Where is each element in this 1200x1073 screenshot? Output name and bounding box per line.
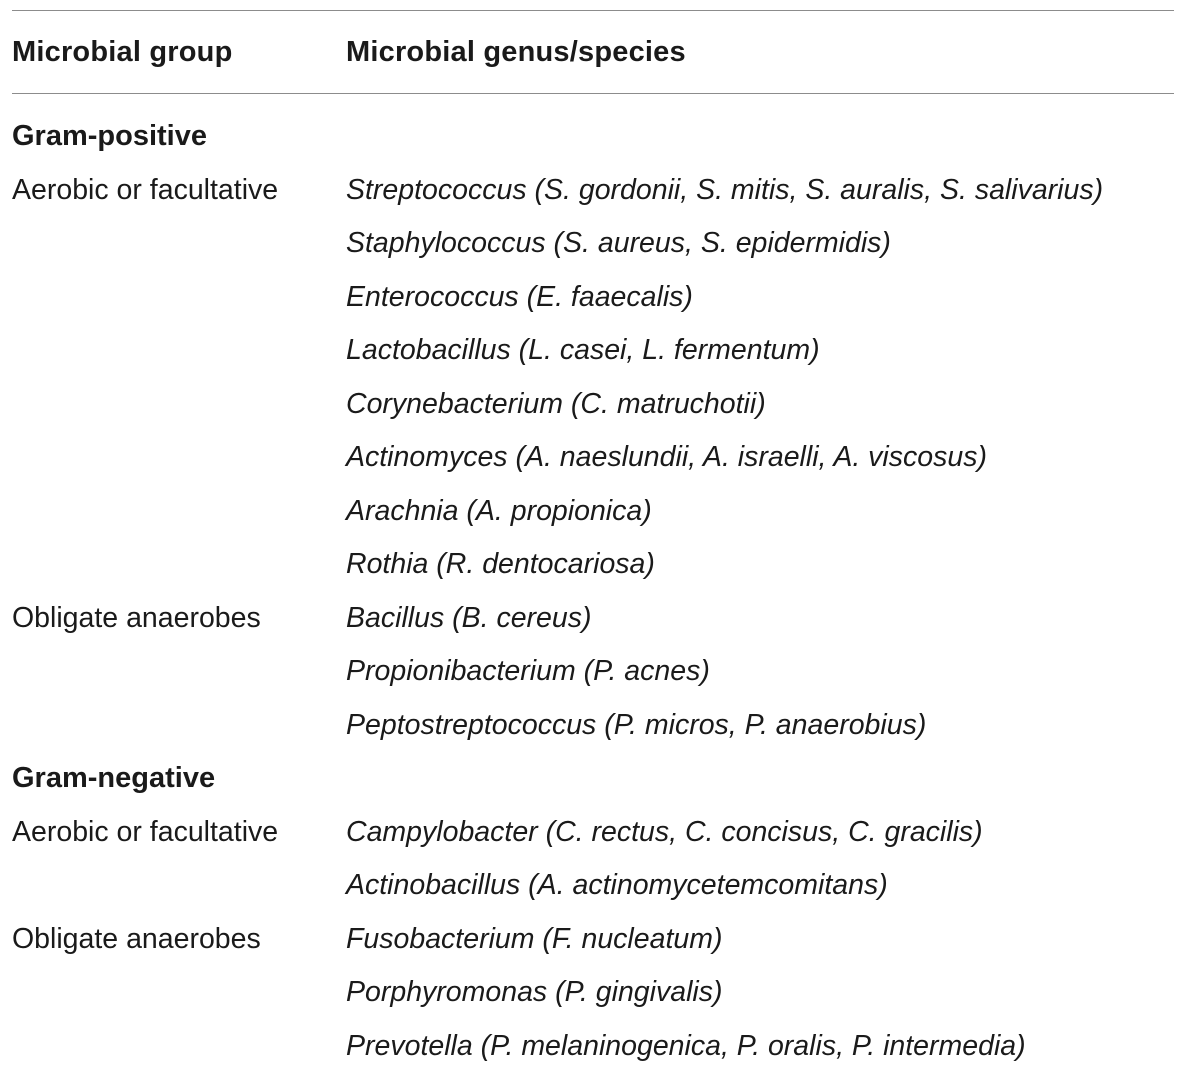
table-row (12, 271, 1174, 325)
table-row (12, 485, 1174, 539)
microbial-species-cell: Streptococcus (S. gordonii, S. mitis, S. auralis, S. salivarius) (346, 174, 1174, 207)
microbial-species-cell: Actinomyces (A. naeslundii, A. israelli, A. viscosus) (346, 441, 1174, 474)
table-row (12, 913, 1174, 967)
table-row (12, 538, 1174, 592)
table-row (12, 1020, 1174, 1073)
microbial-species-cell: Actinobacillus (A. actinomycetemcomitans) (346, 869, 1174, 902)
microbial-species-cell: Peptostreptococcus (P. micros, P. anaerobius) (346, 709, 1174, 742)
table-row (12, 699, 1174, 753)
table-row (12, 645, 1174, 699)
section-heading: Gram-negative (12, 762, 346, 795)
microbial-species-cell: Porphyromonas (P. gingivalis) (346, 976, 1174, 1009)
microbial-species-cell: Fusobacterium (F. nucleatum) (346, 923, 1174, 956)
table-row (12, 592, 1174, 646)
section-row (12, 110, 1174, 164)
table-row (12, 859, 1174, 913)
table-row (12, 431, 1174, 485)
table-row (12, 217, 1174, 271)
header-microbial-group: Microbial group (12, 36, 346, 69)
microbial-species-cell: Enterococcus (E. faaecalis) (346, 281, 1174, 314)
microbial-species-cell: Arachnia (A. propionica) (346, 495, 1174, 528)
microbial-species-cell: Corynebacterium (C. matruchotii) (346, 388, 1174, 421)
section-heading: Gram-positive (12, 120, 346, 153)
table-body (12, 94, 1174, 1073)
microbial-species-cell: Staphylococcus (S. aureus, S. epidermidis) (346, 227, 1174, 260)
table-row (12, 806, 1174, 860)
microbial-species-cell: Lactobacillus (L. casei, L. fermentum) (346, 334, 1174, 367)
table-row (12, 378, 1174, 432)
microbial-species-cell: Campylobacter (C. rectus, C. concisus, C. gracilis) (346, 816, 1174, 849)
microbial-group-cell: Obligate anaerobes (12, 923, 346, 956)
table-row (12, 324, 1174, 378)
table-header-row (12, 11, 1174, 93)
microbial-species-cell: Prevotella (P. melaninogenica, P. oralis, P. intermedia) (346, 1030, 1174, 1063)
microbial-group-cell: Aerobic or facultative (12, 174, 346, 207)
microbial-species-cell: Rothia (R. dentocariosa) (346, 548, 1174, 581)
microbial-species-cell: Bacillus (B. cereus) (346, 602, 1174, 635)
section-row (12, 752, 1174, 806)
microbial-table (12, 10, 1174, 1073)
table-row (12, 966, 1174, 1020)
table-row (12, 164, 1174, 218)
header-microbial-genus-species: Microbial genus/species (346, 36, 1174, 69)
microbial-group-cell: Aerobic or facultative (12, 816, 346, 849)
microbial-group-cell: Obligate anaerobes (12, 602, 346, 635)
microbial-species-cell: Propionibacterium (P. acnes) (346, 655, 1174, 688)
